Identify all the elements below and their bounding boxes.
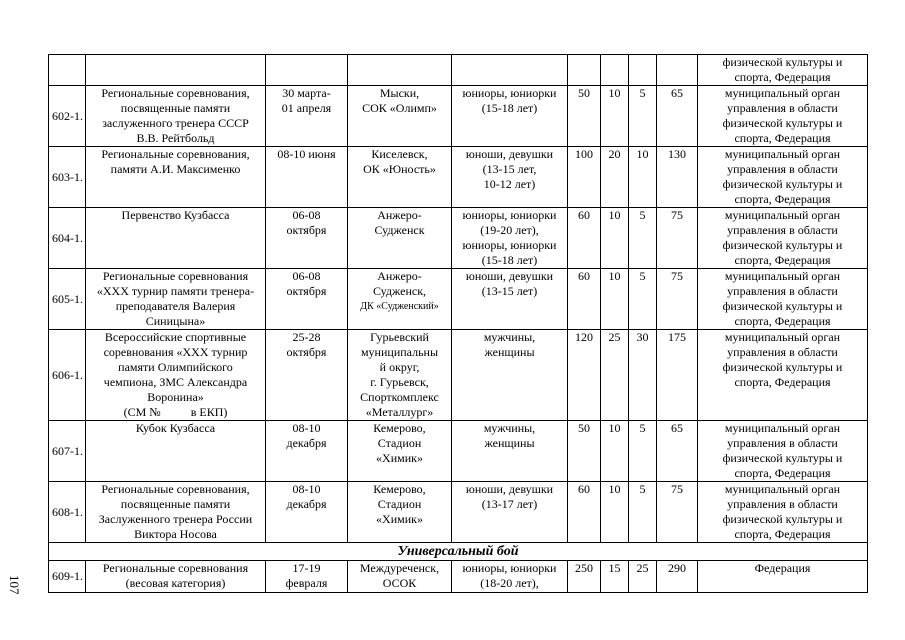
cell-c1: 60 <box>568 269 601 330</box>
dates-line: октября <box>286 345 327 359</box>
place-line: Кемерово, <box>373 421 426 435</box>
name-line: Региональные соревнования <box>102 561 249 575</box>
participants-line: юниоры, юниорки <box>462 561 557 575</box>
cell-num: 608-1. <box>49 482 86 543</box>
name-line: памяти Олимпийского <box>118 360 233 374</box>
place-line: Гурьевский <box>370 330 429 344</box>
cell-place <box>348 482 452 543</box>
name-line: Первенство Кузбасса <box>121 208 230 222</box>
table-row <box>49 482 868 543</box>
name-line: заслуженного тренера СССР <box>102 116 249 130</box>
table-row <box>49 86 868 147</box>
organizer-line: физической культуры и <box>722 116 843 130</box>
organizer-line: спорта, Федерация <box>734 527 831 541</box>
name-line: Региональные соревнования, <box>101 147 250 161</box>
dates-line: 01 апреля <box>281 101 332 115</box>
cell-num: 602-1. <box>49 86 86 147</box>
cell-dates <box>266 147 348 208</box>
organizer-line: физической культуры и <box>722 238 843 252</box>
table-row <box>49 147 868 208</box>
cell-c2: 10 <box>601 86 629 147</box>
cell-total: 290 <box>657 561 698 593</box>
section-row <box>49 543 868 561</box>
empty-cell <box>452 55 568 86</box>
organizer-line: управления в области <box>727 345 838 359</box>
participants-line: (15-18 лет) <box>481 253 538 267</box>
organizer-line: управления в области <box>727 436 838 450</box>
name-line: преподавателя Валерия <box>115 299 236 313</box>
cell-total: 65 <box>657 86 698 147</box>
organizer-line: спорта, Федерация <box>734 131 831 145</box>
name-line: В.В. Рейтбольд <box>136 131 215 145</box>
organizer-line: муниципальный орган <box>724 208 841 222</box>
organizer-line: физической культуры и <box>722 512 843 526</box>
place-line: ОСОК <box>382 576 417 590</box>
cell-organizer <box>698 86 868 147</box>
participants-line: мужчины, <box>483 330 536 344</box>
place-line: Стадион <box>377 497 422 511</box>
cell-participants <box>452 330 568 421</box>
place-line: Мыски, <box>379 86 420 100</box>
place-line: Киселевск, <box>371 147 428 161</box>
place-line: Кемерово, <box>373 482 426 496</box>
page-number: 107 <box>7 575 22 595</box>
cell-dates <box>266 208 348 269</box>
name-line: Кубок Кузбасса <box>135 421 216 435</box>
name-line: Региональные соревнования <box>102 269 249 283</box>
cell-place <box>348 269 452 330</box>
cell-c1: 50 <box>568 86 601 147</box>
dates-line: 08-10 июня <box>277 147 336 161</box>
dates-line: декабря <box>286 436 327 450</box>
participants-line: юноши, девушки <box>465 147 554 161</box>
cell-c1: 100 <box>568 147 601 208</box>
cell-c3: 5 <box>629 86 657 147</box>
cell-organizer <box>698 208 868 269</box>
organizer-line: муниципальный орган <box>724 86 841 100</box>
cell-total: 75 <box>657 269 698 330</box>
organizer-line: управления в области <box>727 101 838 115</box>
organizer-line: спорта, Федерация <box>734 70 831 84</box>
cell-place <box>348 147 452 208</box>
place-line: Судженск, <box>372 284 427 298</box>
events-table <box>48 54 868 593</box>
organizer-line: спорта, Федерация <box>734 253 831 267</box>
place-line: г. Гурьевск, <box>370 375 429 389</box>
name-line: посвященные памяти <box>120 101 231 115</box>
cell-num: 607-1. <box>49 421 86 482</box>
name-line: «XXX турнир памяти тренера- <box>96 284 255 298</box>
cell-dates <box>266 269 348 330</box>
empty-cell <box>601 55 629 86</box>
table-row <box>49 269 868 330</box>
place-line: Анжеро- <box>377 208 422 222</box>
place-line: «Химик» <box>376 512 423 526</box>
cell-c2: 25 <box>601 330 629 421</box>
cell-total: 75 <box>657 482 698 543</box>
organizer-line: спорта, Федерация <box>734 466 831 480</box>
cell-organizer <box>698 421 868 482</box>
place-line: муниципальны <box>360 345 439 359</box>
organizer-line: Федерация <box>754 561 811 575</box>
name-line: (весовая категория) <box>125 576 226 590</box>
participants-line: юниоры, юниорки <box>462 86 557 100</box>
place-small-line: ДК «Судженский» <box>360 301 439 312</box>
organizer-line: спорта, Федерация <box>734 314 831 328</box>
cell-participants <box>452 86 568 147</box>
dates-line: 30 марта- <box>282 86 331 100</box>
cell-c2: 10 <box>601 421 629 482</box>
dates-line: октября <box>286 284 327 298</box>
cell-name <box>86 421 266 482</box>
name-line: посвященные памяти <box>120 497 231 511</box>
cell-organizer <box>698 330 868 421</box>
cell-c3: 5 <box>629 482 657 543</box>
cell-c3: 5 <box>629 208 657 269</box>
organizer-line: физической культуры и <box>722 360 843 374</box>
participants-line: (13-15 лет, <box>482 162 537 176</box>
cell-place <box>348 330 452 421</box>
empty-cell <box>348 55 452 86</box>
empty-cell <box>49 55 86 86</box>
cell-participants <box>452 147 568 208</box>
organizer-line: муниципальный орган <box>724 421 841 435</box>
participants-line: (13-17 лет) <box>481 497 538 511</box>
participants-line: (18-20 лет), <box>480 576 539 590</box>
cell-organizer <box>698 147 868 208</box>
cell-name <box>86 561 266 593</box>
cell-c2: 20 <box>601 147 629 208</box>
place-line: СОК «Олимп» <box>362 101 437 115</box>
organizer-line: физической культуры и <box>722 55 843 69</box>
name-line: Синицына» <box>145 314 206 328</box>
cell-name <box>86 482 266 543</box>
name-line: Заслуженного тренера России <box>98 512 253 526</box>
dates-line: декабря <box>286 497 327 511</box>
cell-organizer <box>698 482 868 543</box>
cell-c2: 10 <box>601 482 629 543</box>
cell-dates <box>266 561 348 593</box>
cell-num: 603-1. <box>49 147 86 208</box>
cell-organizer <box>698 55 868 86</box>
participants-line: (19-20 лет), <box>480 223 539 237</box>
cell-c3: 5 <box>629 421 657 482</box>
table-row <box>49 421 868 482</box>
cell-c1: 60 <box>568 482 601 543</box>
cell-place <box>348 561 452 593</box>
cell-dates <box>266 86 348 147</box>
participants-line: женщины <box>484 345 535 359</box>
empty-cell <box>629 55 657 86</box>
organizer-line: муниципальный орган <box>724 269 841 283</box>
place-line: Судженск <box>374 223 425 237</box>
table-body <box>49 55 868 593</box>
name-line: соревнования «XXX турнир <box>103 345 248 359</box>
participants-line: юниоры, юниорки <box>462 238 557 252</box>
organizer-line: управления в области <box>727 223 838 237</box>
organizer-line: управления в области <box>727 162 838 176</box>
cell-c3: 25 <box>629 561 657 593</box>
dates-line: 25-28 <box>292 330 321 344</box>
dates-line: 17-19 <box>292 561 321 575</box>
cell-total: 130 <box>657 147 698 208</box>
organizer-line: физической культуры и <box>722 177 843 191</box>
cell-place <box>348 86 452 147</box>
cell-c1: 50 <box>568 421 601 482</box>
participants-line: 10-12 лет) <box>483 177 536 191</box>
cell-num: 606-1. <box>49 330 86 421</box>
cell-place <box>348 421 452 482</box>
place-line: Анжеро- <box>377 269 422 283</box>
cell-participants <box>452 208 568 269</box>
cell-participants <box>452 482 568 543</box>
cell-name <box>86 330 266 421</box>
organizer-line: муниципальный орган <box>724 482 841 496</box>
dates-line: 06-08 <box>292 269 321 283</box>
name-line: Всероссийские спортивные <box>104 330 247 344</box>
participants-line: (13-15 лет) <box>481 284 538 298</box>
participants-line: юноши, девушки <box>465 482 554 496</box>
cell-name <box>86 208 266 269</box>
cell-c1: 60 <box>568 208 601 269</box>
organizer-line: спорта, Федерация <box>734 375 831 389</box>
cell-name <box>86 86 266 147</box>
table-row <box>49 330 868 421</box>
section-title: Универсальный бой <box>49 543 868 561</box>
organizer-line: физической культуры и <box>722 451 843 465</box>
cell-dates <box>266 482 348 543</box>
empty-cell <box>657 55 698 86</box>
place-line: Стадион <box>377 436 422 450</box>
place-line: «Металлург» <box>365 405 434 419</box>
organizer-line: управления в области <box>727 284 838 298</box>
place-line: «Химик» <box>376 451 423 465</box>
place-line: Спорткомплекс <box>360 390 439 404</box>
cell-c2: 10 <box>601 269 629 330</box>
cell-c3: 30 <box>629 330 657 421</box>
dates-line: февраля <box>285 576 328 590</box>
cell-num: 604-1. <box>49 208 86 269</box>
name-line: памяти А.И. Максименко <box>110 162 241 176</box>
name-line: Региональные соревнования, <box>101 482 250 496</box>
empty-cell <box>86 55 266 86</box>
dates-line: октября <box>286 223 327 237</box>
participants-line: юниоры, юниорки <box>462 208 557 222</box>
table-row-continuation <box>49 55 868 86</box>
cell-name <box>86 147 266 208</box>
participants-line: женщины <box>484 436 535 450</box>
empty-cell <box>568 55 601 86</box>
cell-num: 605-1. <box>49 269 86 330</box>
cell-total: 175 <box>657 330 698 421</box>
cell-participants <box>452 421 568 482</box>
cell-c1: 250 <box>568 561 601 593</box>
cell-place <box>348 208 452 269</box>
table-row <box>49 208 868 269</box>
cell-c1: 120 <box>568 330 601 421</box>
dates-line: 08-10 <box>292 421 321 435</box>
organizer-line: спорта, Федерация <box>734 192 831 206</box>
dates-line: 08-10 <box>292 482 321 496</box>
organizer-line: физической культуры и <box>722 299 843 313</box>
cell-c2: 10 <box>601 208 629 269</box>
place-line: ОК «Юность» <box>363 162 436 176</box>
cell-total: 65 <box>657 421 698 482</box>
place-line: Междуреченск, <box>359 561 440 575</box>
cell-num: 609-1. <box>49 561 86 593</box>
participants-line: мужчины, <box>483 421 536 435</box>
participants-line: юноши, девушки <box>465 269 554 283</box>
cell-total: 75 <box>657 208 698 269</box>
empty-cell <box>266 55 348 86</box>
organizer-line: муниципальный орган <box>724 330 841 344</box>
cell-c3: 5 <box>629 269 657 330</box>
table-row <box>49 561 868 593</box>
name-line: Воронина» <box>147 390 204 404</box>
cell-dates <box>266 330 348 421</box>
cell-participants <box>452 269 568 330</box>
cell-participants <box>452 561 568 593</box>
name-line: Виктора Носова <box>134 527 217 541</box>
cell-organizer <box>698 561 868 593</box>
name-line: (СМ № в ЕКП) <box>123 405 228 419</box>
participants-line: (15-18 лет) <box>481 101 538 115</box>
cell-c3: 10 <box>629 147 657 208</box>
organizer-line: муниципальный орган <box>724 147 841 161</box>
cell-c2: 15 <box>601 561 629 593</box>
dates-line: 06-08 <box>292 208 321 222</box>
name-line: Региональные соревнования, <box>101 86 250 100</box>
cell-organizer <box>698 269 868 330</box>
cell-dates <box>266 421 348 482</box>
cell-name <box>86 269 266 330</box>
name-line: чемпиона, ЗМС Александра <box>103 375 248 389</box>
organizer-line: управления в области <box>727 497 838 511</box>
place-line: й округ, <box>379 360 420 374</box>
